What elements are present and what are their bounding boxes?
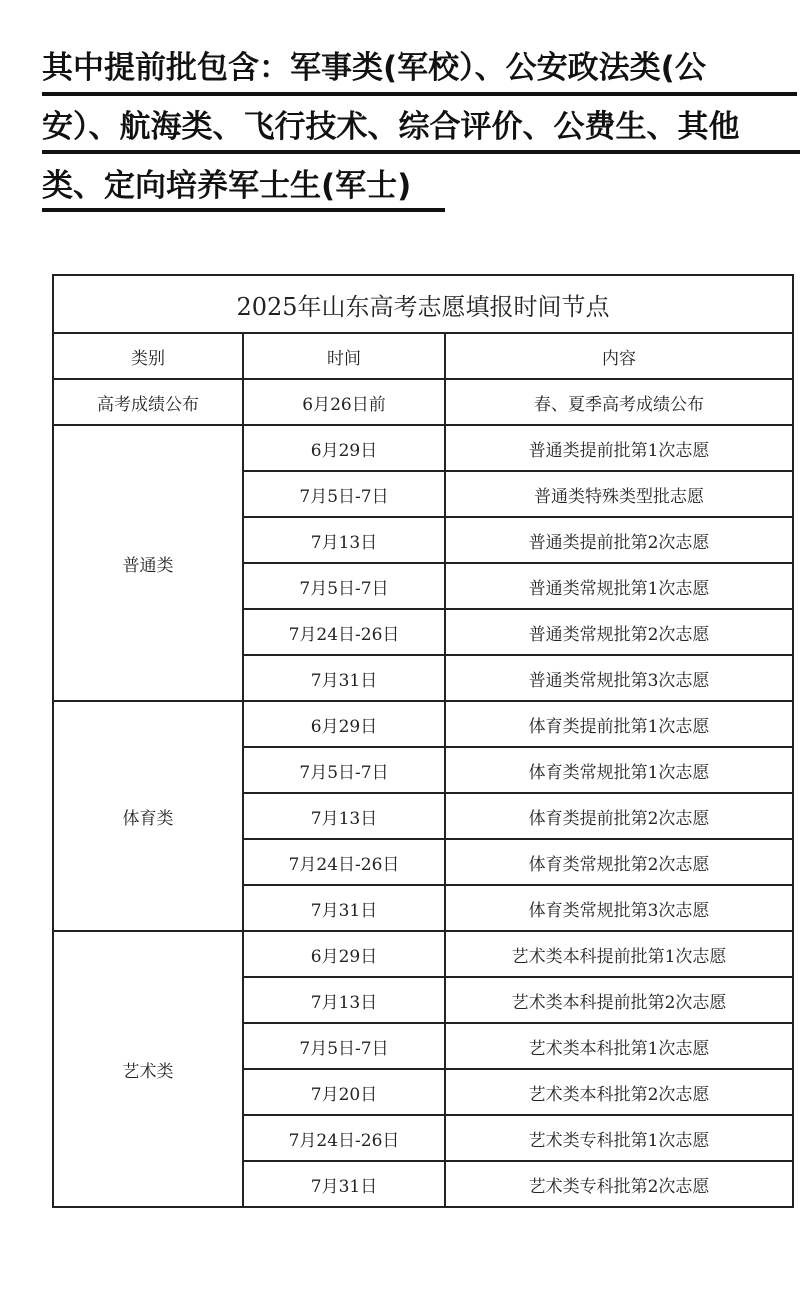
time-cell: 6月29日: [243, 931, 445, 977]
intro-line-3: 类、定向培养军士生(军士): [42, 168, 412, 204]
underline-2: [42, 150, 800, 154]
underline-3: [42, 208, 445, 212]
intro-line-1: 其中提前批包含：军事类(军校）、公安政法类(公: [42, 50, 706, 86]
time-cell: 6月29日: [243, 425, 445, 471]
time-cell: 7月5日-7日: [243, 747, 445, 793]
content-cell: 体育类常规批第2次志愿: [445, 839, 793, 885]
time-cell: 7月24日-26日: [243, 609, 445, 655]
header-content: 内容: [445, 333, 793, 379]
time-cell: 7月20日: [243, 1069, 445, 1115]
category-cell: 普通类: [53, 425, 243, 701]
schedule-table: [52, 274, 794, 1208]
time-cell: 7月31日: [243, 655, 445, 701]
time-cell: 6月26日前: [243, 379, 445, 425]
header-category: 类别: [53, 333, 243, 379]
table-row: [53, 425, 793, 471]
time-cell: 7月24日-26日: [243, 1115, 445, 1161]
time-cell: 7月5日-7日: [243, 1023, 445, 1069]
content-cell: 体育类常规批第1次志愿: [445, 747, 793, 793]
category-cell: 艺术类: [53, 931, 243, 1207]
content-cell: 体育类提前批第1次志愿: [445, 701, 793, 747]
time-cell: 7月13日: [243, 517, 445, 563]
table-title: 2025年山东高考志愿填报时间节点: [53, 275, 793, 333]
content-cell: 普通类特殊类型批志愿: [445, 471, 793, 517]
content-cell: 艺术类本科提前批第1次志愿: [445, 931, 793, 977]
time-cell: 7月13日: [243, 977, 445, 1023]
content-cell: 体育类提前批第2次志愿: [445, 793, 793, 839]
time-cell: 7月5日-7日: [243, 563, 445, 609]
underline-1: [42, 92, 797, 96]
time-cell: 6月29日: [243, 701, 445, 747]
content-cell: 普通类常规批第1次志愿: [445, 563, 793, 609]
time-cell: 7月31日: [243, 1161, 445, 1207]
time-cell: 7月5日-7日: [243, 471, 445, 517]
content-cell: 春、夏季高考成绩公布: [445, 379, 793, 425]
intro-line-2: 安）、航海类、飞行技术、综合评价、公费生、其他: [42, 109, 740, 145]
table-row: [53, 931, 793, 977]
content-cell: 普通类常规批第3次志愿: [445, 655, 793, 701]
table-row: [53, 379, 793, 425]
content-cell: 艺术类本科批第2次志愿: [445, 1069, 793, 1115]
time-cell: 7月24日-26日: [243, 839, 445, 885]
content-cell: 艺术类本科批第1次志愿: [445, 1023, 793, 1069]
content-cell: 艺术类本科提前批第2次志愿: [445, 977, 793, 1023]
time-cell: 7月31日: [243, 885, 445, 931]
content-cell: 艺术类专科批第1次志愿: [445, 1115, 793, 1161]
content-cell: 普通类提前批第2次志愿: [445, 517, 793, 563]
table-row: [53, 701, 793, 747]
header-time: 时间: [243, 333, 445, 379]
time-cell: 7月13日: [243, 793, 445, 839]
category-cell: 体育类: [53, 701, 243, 931]
content-cell: 体育类常规批第3次志愿: [445, 885, 793, 931]
content-cell: 普通类提前批第1次志愿: [445, 425, 793, 471]
content-cell: 普通类常规批第2次志愿: [445, 609, 793, 655]
category-cell: 高考成绩公布: [53, 379, 243, 425]
content-cell: 艺术类专科批第2次志愿: [445, 1161, 793, 1207]
